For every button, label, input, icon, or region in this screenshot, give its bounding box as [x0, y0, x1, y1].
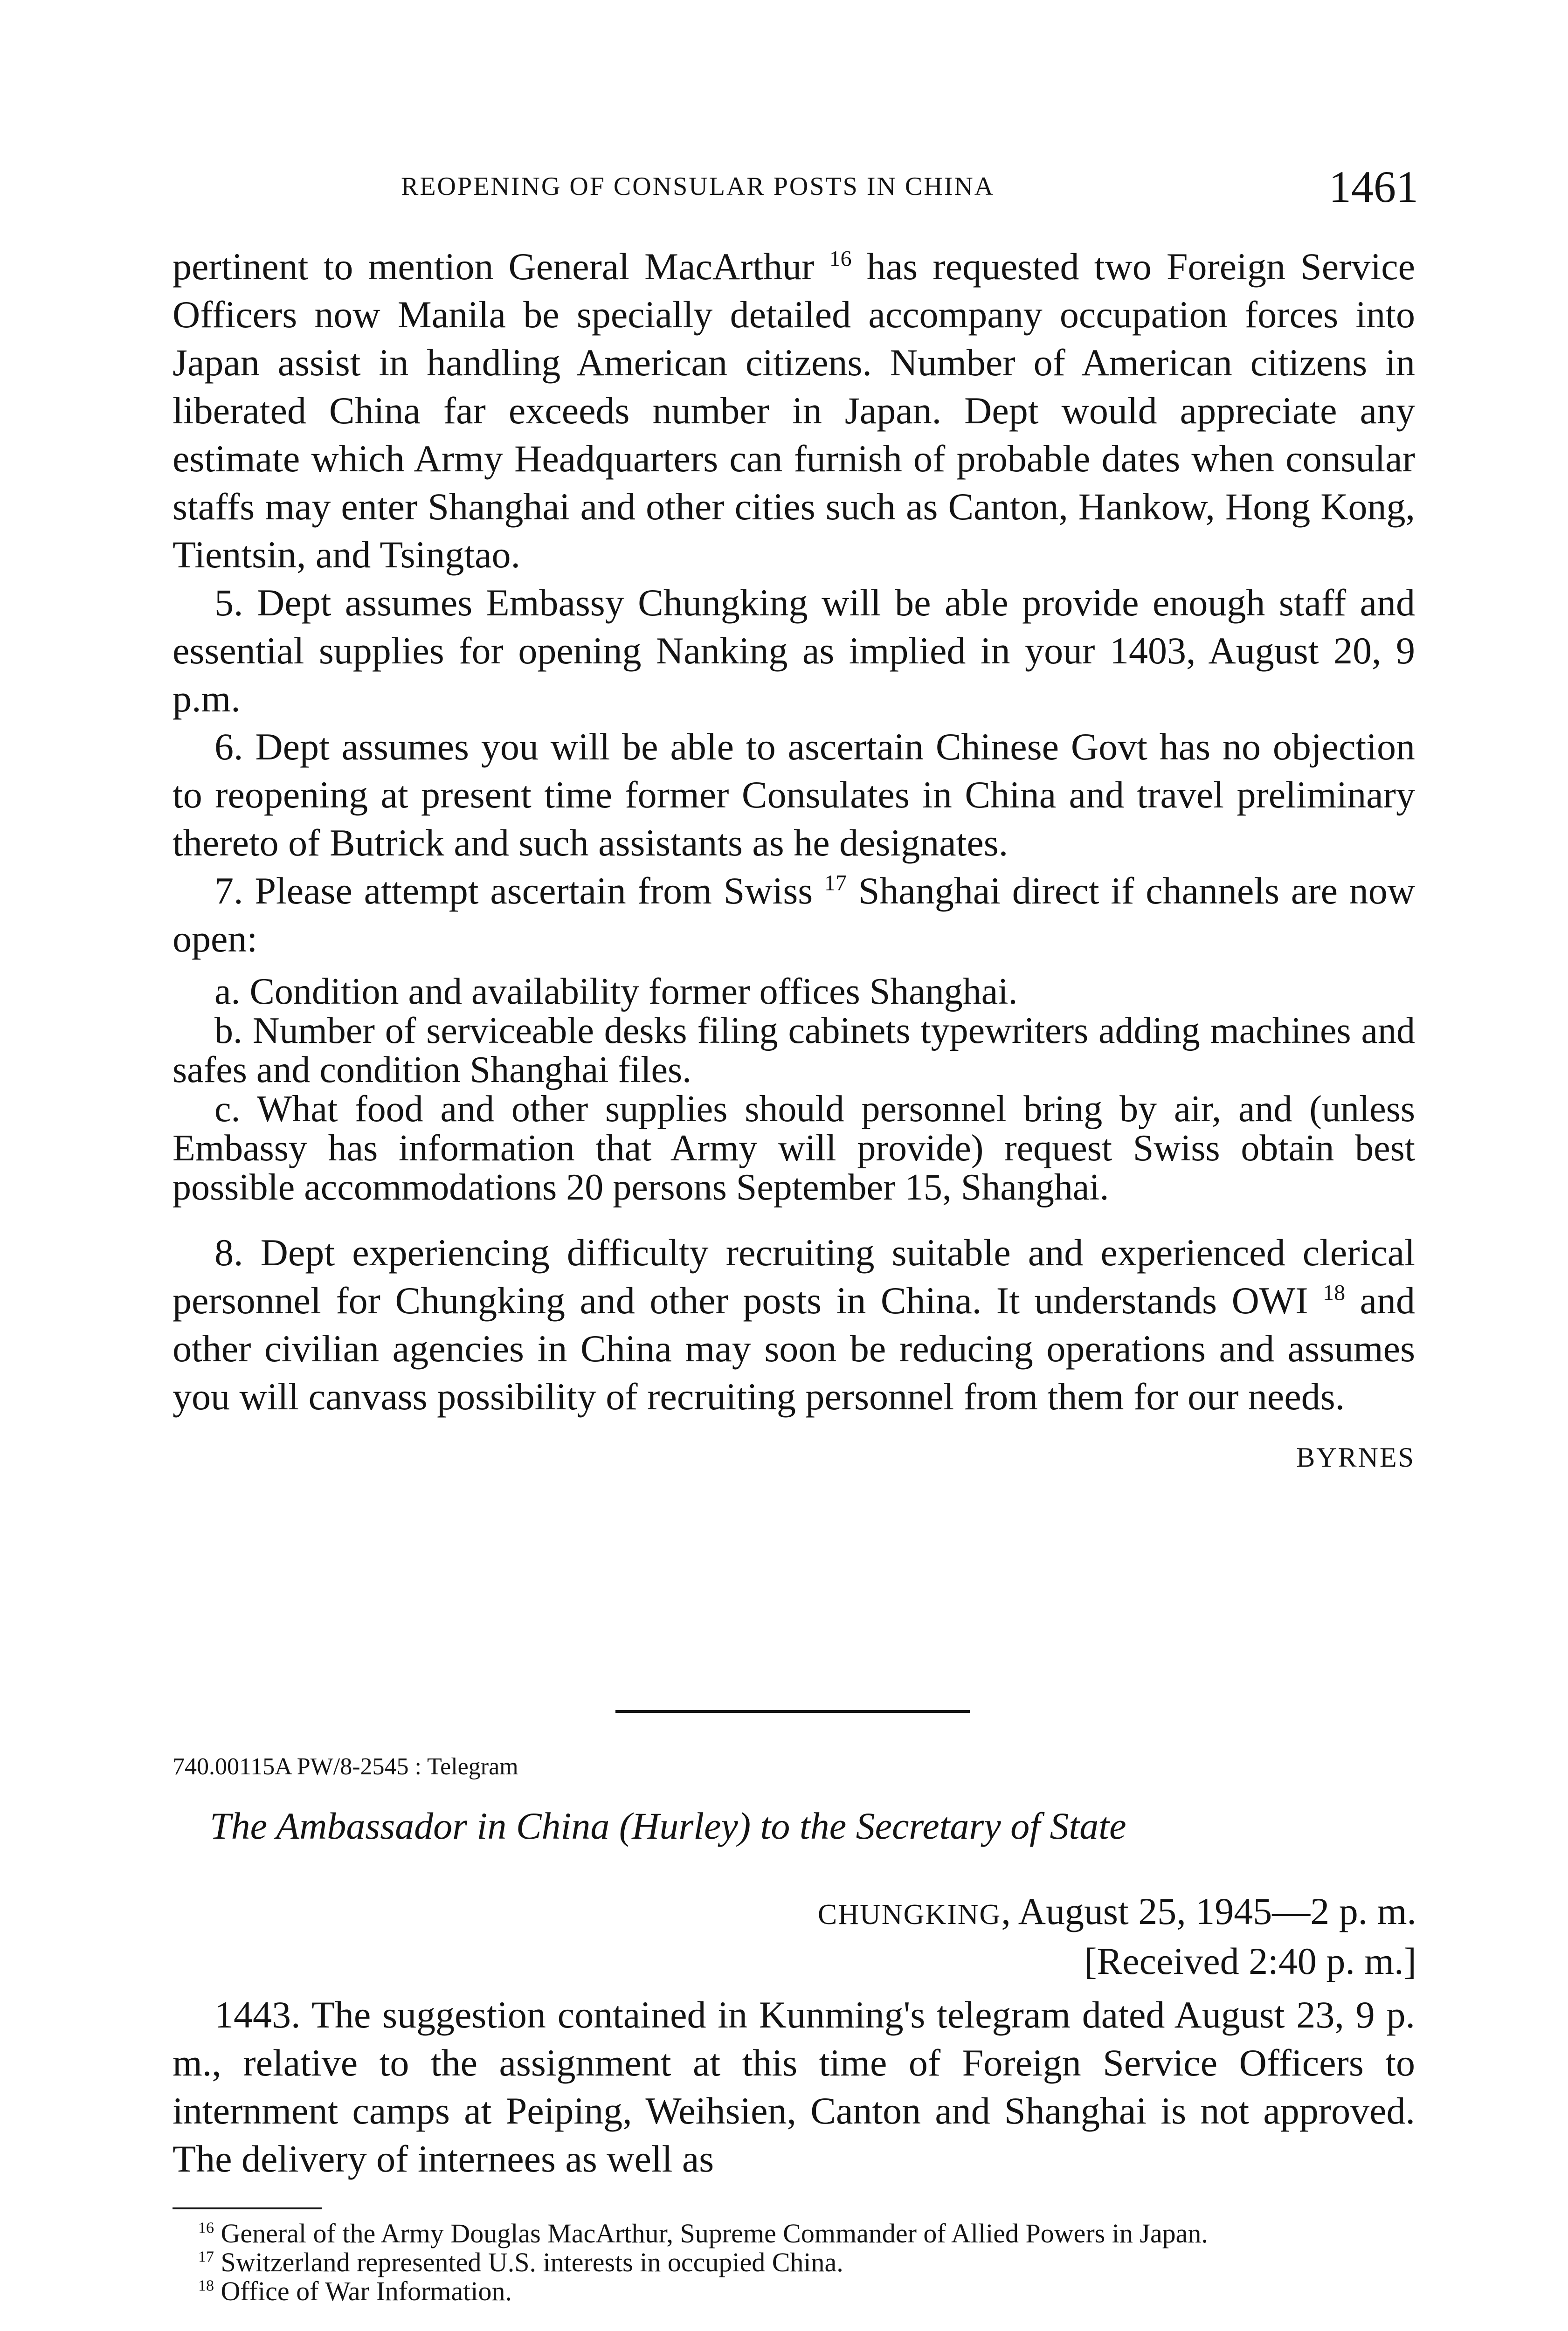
- sent-date: , August 25, 1945—2 p. m.: [1001, 1890, 1416, 1932]
- signature: BYRNES: [1296, 1442, 1415, 1473]
- section-divider: [615, 1710, 970, 1713]
- paragraph-7: [173, 867, 1415, 963]
- footnote-ref-17: 17: [824, 870, 847, 896]
- paragraph-4-continued: [173, 242, 1415, 579]
- running-title: REOPENING OF CONSULAR POSTS IN CHINA: [401, 172, 995, 201]
- paragraph-text: Shanghai direct if channels are now open:: [173, 869, 1416, 960]
- paragraph-text: pertinent to mention General MacArthur: [173, 245, 815, 288]
- footnote-text: Switzerland represented U.S. interests in occupied China.: [221, 2247, 843, 2277]
- file-reference: 740.00115A PW/8-2545 : Telegram: [173, 1753, 518, 1780]
- footnote-number: 18: [198, 2277, 214, 2295]
- telegram-1-body: [173, 242, 1415, 1482]
- dateline-sent: [818, 1888, 1416, 1938]
- footnote-number: 17: [198, 2248, 214, 2266]
- footnote-text: Office of War Information.: [221, 2276, 512, 2306]
- page-number: 1461: [1329, 162, 1418, 212]
- footnote-ref-18: 18: [1323, 1280, 1346, 1305]
- list-item: a. Condition and availability former offices Shanghai.: [214, 971, 1018, 1012]
- paragraph-5: 5. Dept assumes Embassy Chungking will be able provide enough staff and essential supplies for opening Nanking as implied in your 1403, August 20, 9 p.m.: [173, 581, 1415, 720]
- footnote-ref-16: 16: [829, 246, 852, 271]
- footnotes: [173, 2219, 1415, 2306]
- paragraph-text: 8. Dept experiencing difficulty recruiting suitable and experienced clerical personnel for Chungking and other posts in China. It understands OWI: [173, 1231, 1415, 1322]
- list-item: c. What food and other supplies should personnel bring by air, and (unless Embassy has information that Army will provide) request Swiss obtain best possible accommodations 20 persons September 15, Shanghai.: [173, 1089, 1415, 1208]
- footnote-divider: [173, 2207, 322, 2209]
- received-time: [Received 2:40 p. m.]: [1084, 1940, 1416, 1982]
- footnote-17: [173, 2248, 1415, 2277]
- dateline: [818, 1888, 1416, 1985]
- sub-items-list: [173, 972, 1415, 1207]
- paragraph-8: [173, 1228, 1415, 1421]
- paragraph-1443: 1443. The suggestion contained in Kunming's telegram dated August 23, 9 p. m., relative to the assignment at this time of Foreign Service Officers to internment camps at Peiping, Weihsien, Canton and Shanghai is not approved. The delivery of internees as well as: [173, 1993, 1415, 2180]
- paragraph-text: 7. Please attempt ascertain from Swiss: [214, 869, 813, 912]
- paragraph-text: and other civilian agencies in China may soon be reducing operations and assumes you will canvass possibility of recruiting personnel from them for our needs.: [173, 1279, 1415, 1418]
- place-name: CHUNGKING: [817, 1899, 1002, 1931]
- document-heading: The Ambassador in China (Hurley) to the Secretary of State: [210, 1805, 1126, 1847]
- telegram-2-body: [173, 1991, 1415, 2183]
- footnote-18: [173, 2277, 1415, 2306]
- footnote-text: General of the Army Douglas MacArthur, Supreme Commander of Allied Powers in Japan.: [221, 2218, 1208, 2248]
- paragraph-text: has requested two Foreign Service Officers now Manila be specially detailed accompany occupation forces into Japan assist in handling American citizens. Number of American citizens in liberated China far exceeds number in Japan. Dept would appreciate any estimate which Army Headquarters can furnish of probable dates when consular staffs may enter Shanghai and other cities such as Canton, Hankow, Hong Kong, Tientsin, and Tsingtao.: [173, 245, 1416, 576]
- list-item: b. Number of serviceable desks filing cabinets typewriters adding machines and safes and condition Shanghai files.: [173, 1010, 1415, 1090]
- paragraph-6: 6. Dept assumes you will be able to ascertain Chinese Govt has no objection to reopening at present time former Consulates in China and travel preliminary thereto of Butrick and such assistants as he designates.: [173, 725, 1415, 864]
- footnote-number: 16: [198, 2219, 214, 2237]
- footnote-16: [173, 2219, 1415, 2248]
